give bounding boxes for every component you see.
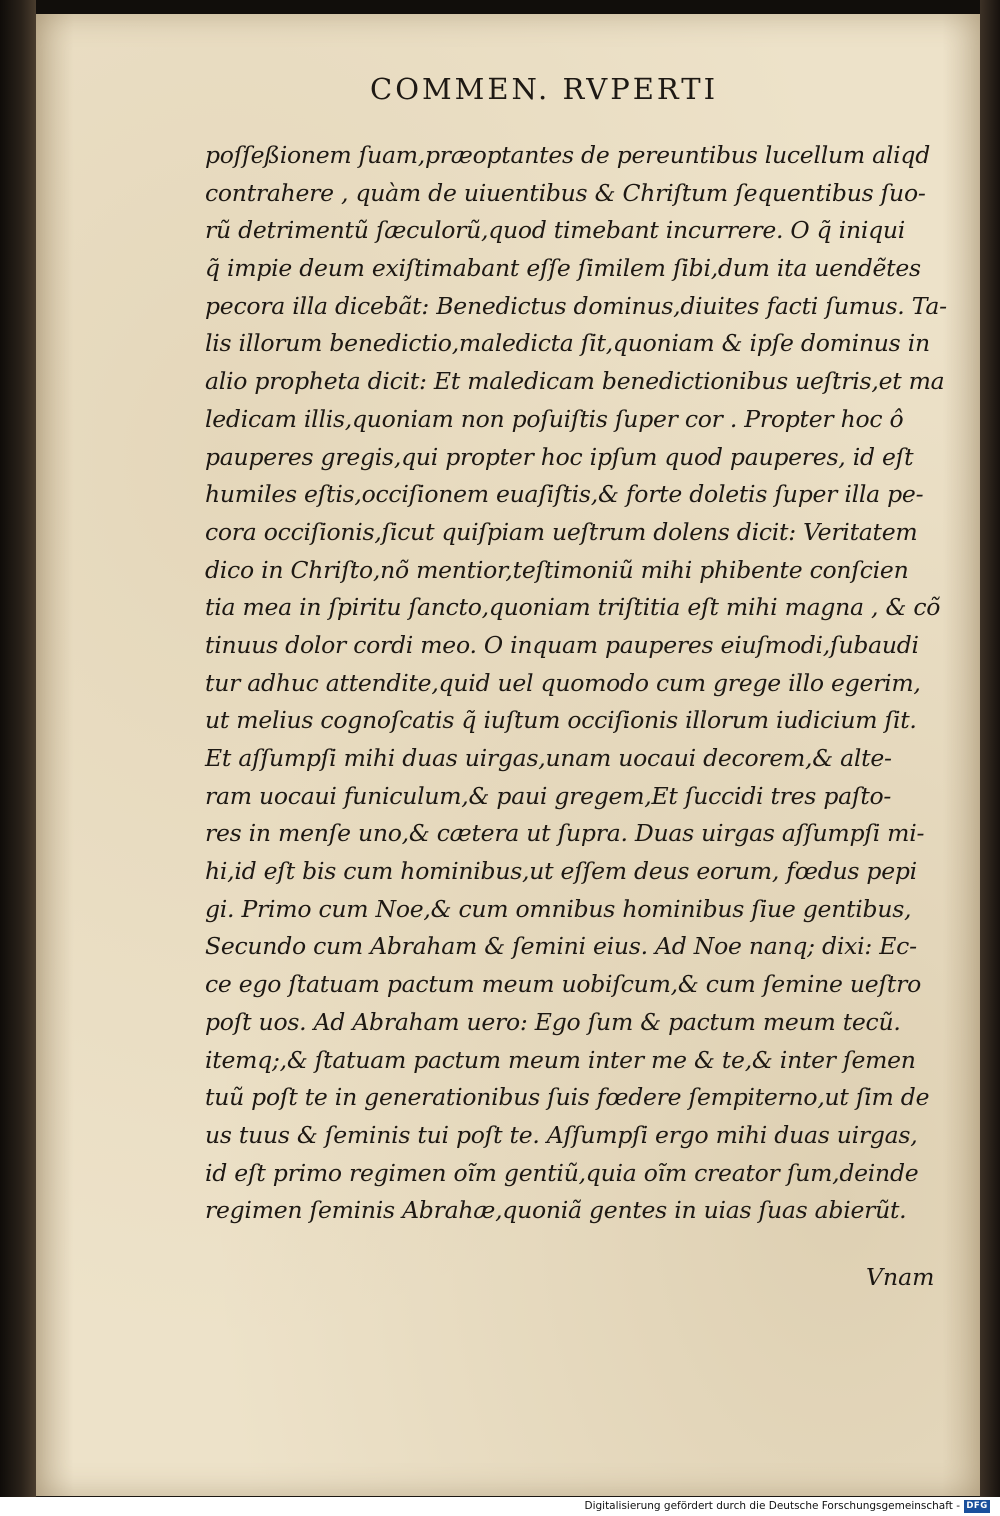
text-line: lis illorum benedictio,maledicta ſit,quoniam & ipſe dominus in <box>205 329 930 358</box>
text-line: humiles eſtis,occiſionem euaſiſtis,& forte doletis ſuper illa pe- <box>205 480 924 509</box>
text-line: poſt uos. Ad Abraham uero: Ego ſum & pactum meum tecũ. <box>205 1007 901 1036</box>
text-line: ram uocaui funiculum,& paui gregem,Et ſuccidi tres paſto- <box>205 781 892 810</box>
text-line: tinuus dolor cordi meo. O inquam pauperes eiuſmodi,ſubaudi <box>205 630 919 659</box>
text-line: Secundo cum Abraham & ſemini eius. Ad Noe nanq; dixi: Ec- <box>205 932 917 961</box>
text-line: ce ego ſtatuam pactum meum uobiſcum,& cum ſemine ueſtro <box>205 970 921 999</box>
text-line: itemq;,& ſtatuam pactum meum inter me & te,& inter ſemen <box>205 1045 916 1074</box>
scan-border-right <box>980 0 1000 1497</box>
text-line: id eſt primo regimen oĩm gentiũ,quia oĩm creator ſum,deinde <box>205 1158 919 1187</box>
text-line: dico in Chriſto,nõ mentior,teſtimoniũ mihi phibente conſcien <box>205 555 909 584</box>
funding-credit: Digitalisierung gefördert durch die Deutsche Forschungsgemeinschaft - <box>584 1500 960 1512</box>
text-line: rũ detrimentũ ſæculorũ,quod timebant incurrere. O q̃ iniqui <box>205 216 906 245</box>
text-line: us tuus & ſeminis tui poſt te. Aſſumpſi ergo mihi duas uirgas, <box>205 1120 918 1149</box>
text-line: hi,id eſt bis cum hominibus,ut eſſem deus eorum, fœdus pepi <box>205 857 917 886</box>
text-line: poſſeßionem ſuam,præoptantes de pereuntibus lucellum aliqd <box>205 141 930 169</box>
running-head: COMMEN. RVPERTI <box>370 72 719 106</box>
text-line: contrahere , quàm de uiuentibus & Chriſtum ſequentibus ſuo- <box>205 178 926 207</box>
text-line: ledicam illis,quoniam non poſuiſtis ſuper cor . Propter hoc ô <box>205 404 904 433</box>
text-line: q̃ impie deum exiſtimabant eſſe ſimilem ſibi,dum ita uendẽtes <box>205 254 921 283</box>
text-line: gi. Primo cum Noe,& cum omnibus hominibus ſiue gentibus, <box>205 894 912 923</box>
text-line: res in menſe uno,& cætera ut ſupra. Duas uirgas aſſumpſi mi- <box>205 819 925 848</box>
text-line: alio propheta dicit: Et maledicam benedictionibus ueſtris,et ma <box>205 367 945 396</box>
text-line: tur adhuc attendite,quid uel quomodo cum grege illo egerim, <box>205 668 921 697</box>
dfg-logo[interactable]: DFG <box>964 1500 990 1513</box>
catchword: Vnam <box>866 1263 935 1291</box>
text-line: tia mea in ſpiritu ſancto,quoniam triſtitia eſt mihi magna , & cõ <box>205 593 941 622</box>
text-line: regimen ſeminis Abrahæ,quoniã gentes in uias ſuas abierũt. <box>205 1196 907 1225</box>
text-line: pauperes gregis,qui propter hoc ipſum quod pauperes, id eſt <box>205 442 914 471</box>
text-line: Et aſſumpſi mihi duas uirgas,unam uocaui decorem,& alte- <box>205 744 892 772</box>
scan-border-left <box>0 0 36 1497</box>
text-line: tuũ poſt te in generationibus ſuis fœdere ſempiterno,ut ſim de <box>205 1083 930 1112</box>
text-line: ut melius cognoſcatis q̃ iuſtum occiſionis illorum iudicium ſit. <box>205 706 917 735</box>
text-line: pecora illa dicebãt: Benedictus dominus,diuites facti ſumus. Ta- <box>205 291 947 320</box>
text-line: cora occiſionis,ſicut quiſpiam ueſtrum dolens dicit: Veritatem <box>205 517 918 546</box>
body-text <box>205 137 950 1230</box>
